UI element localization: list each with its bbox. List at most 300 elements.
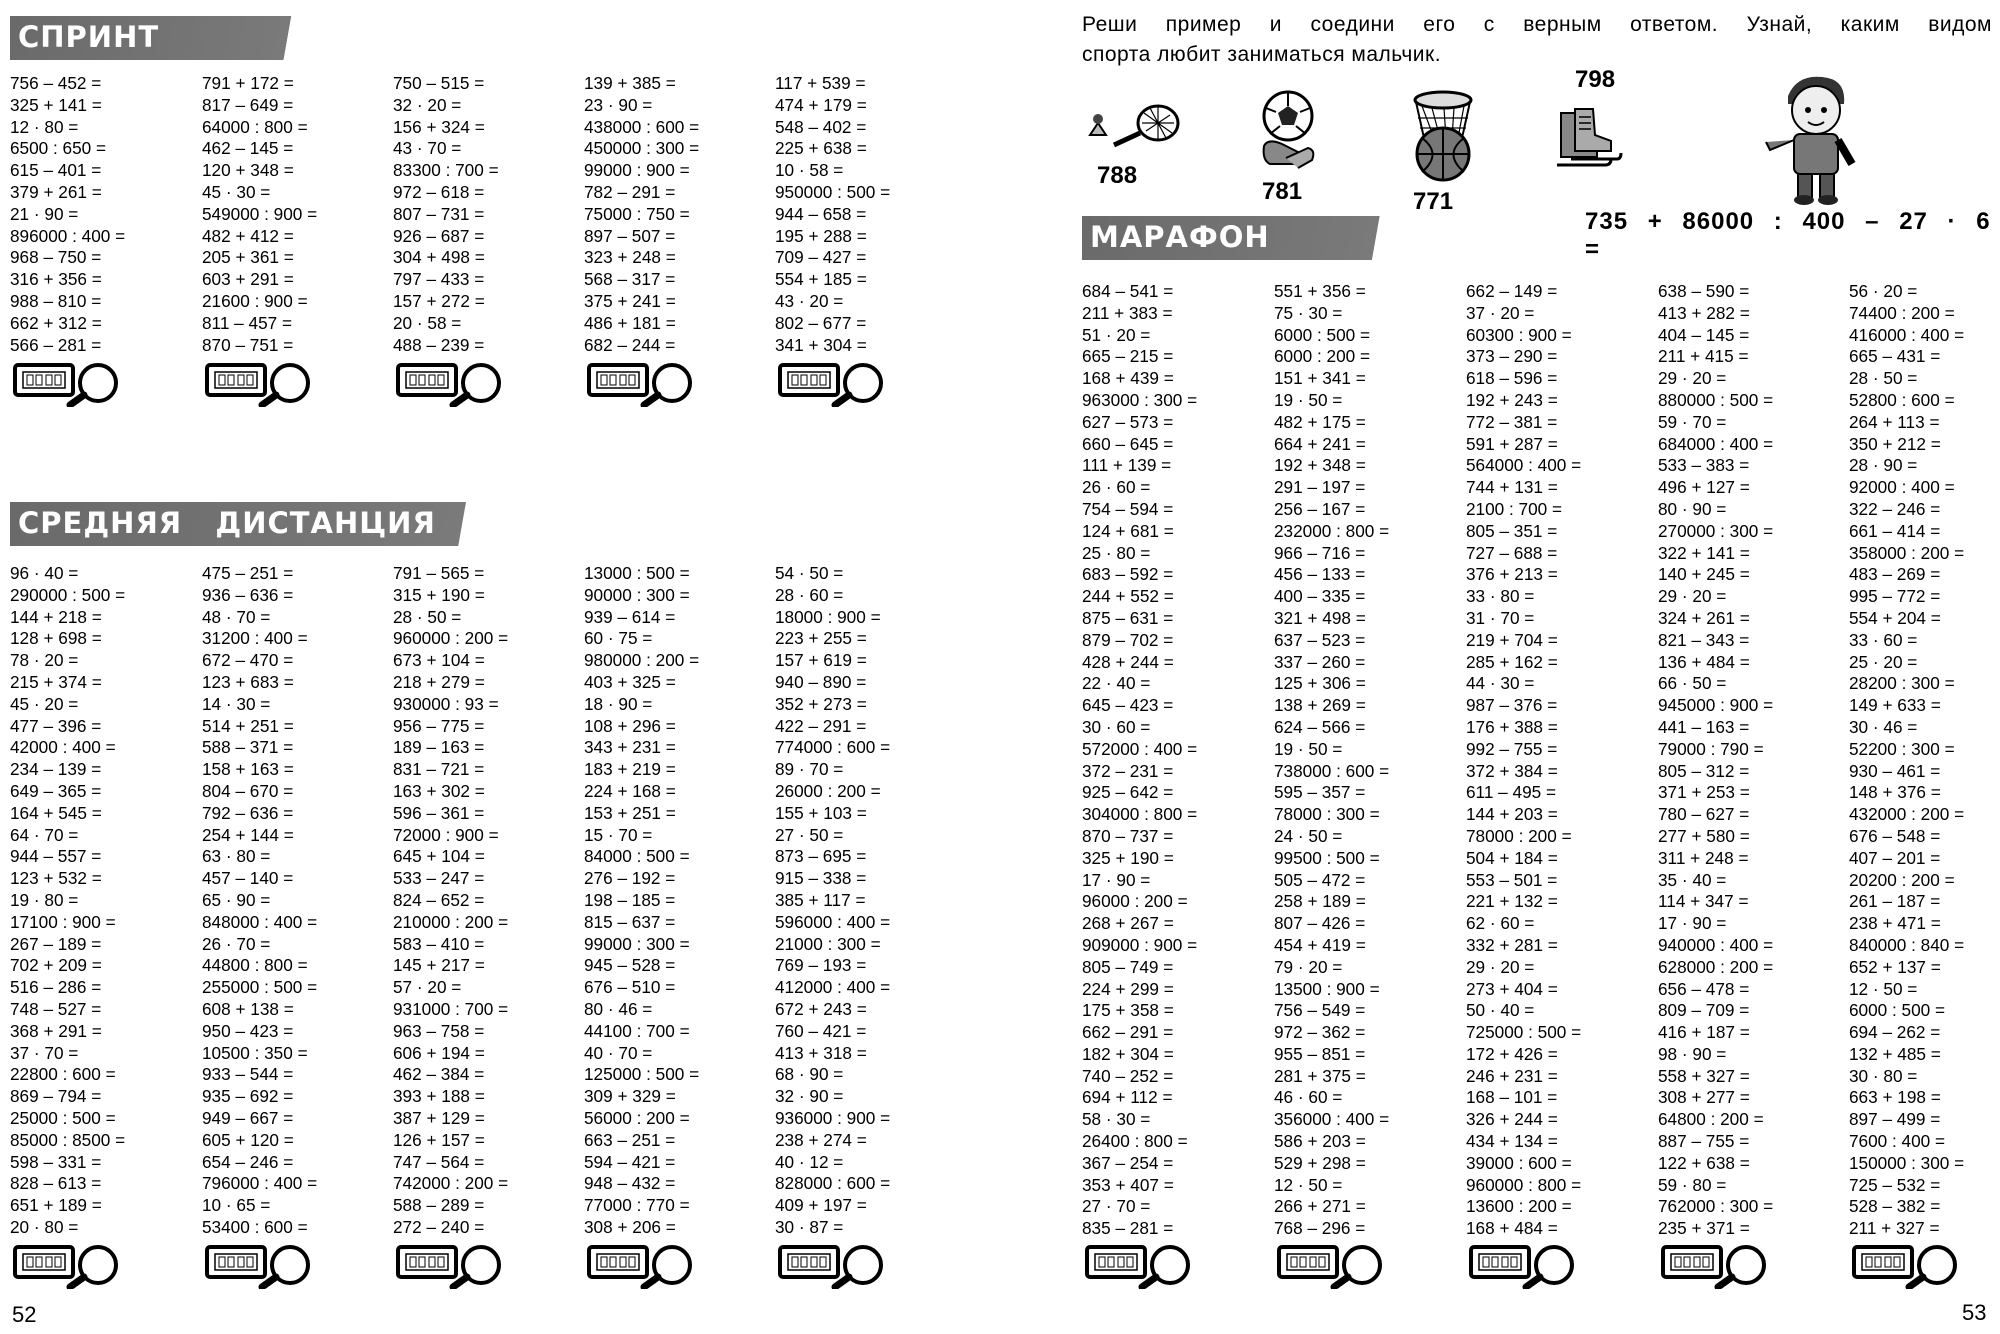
exercise: 26 · 70 = (202, 933, 271, 954)
middle-distance-column (775, 563, 890, 1239)
exercise: 18000 : 900 = (775, 606, 881, 627)
exercise: 268 + 267 = (1082, 913, 1174, 934)
exercise: 486 + 181 = (584, 312, 676, 333)
exercise: 155 + 103 = (775, 802, 867, 823)
exercise: 933 – 544 = (202, 1064, 294, 1085)
exercise: 987 – 376 = (1466, 695, 1558, 716)
exercise: 896000 : 400 = (10, 225, 126, 246)
sprint-banner (10, 16, 345, 60)
exercise: 586 + 203 = (1274, 1131, 1366, 1152)
exercise: 475 – 251 = (202, 563, 294, 583)
exercise: 372 – 231 = (1082, 760, 1174, 781)
exercise: 807 – 426 = (1274, 913, 1366, 934)
exercise: 221 + 132 = (1466, 891, 1558, 912)
exercise: 960000 : 800 = (1466, 1174, 1582, 1195)
exercise: 72000 : 900 = (393, 824, 499, 845)
exercise: 596000 : 400 = (775, 911, 891, 932)
exercise: 123 + 532 = (10, 868, 102, 889)
exercise: 31 · 70 = (1466, 607, 1535, 628)
exercise: 762000 : 300 = (1658, 1196, 1774, 1217)
exercise: 870 – 737 = (1082, 825, 1174, 846)
exercise: 234 – 139 = (10, 759, 102, 780)
exercise: 56000 : 200 = (584, 1107, 690, 1128)
exercise: 482 + 175 = (1274, 411, 1366, 432)
exercise: 175 + 358 = (1082, 1000, 1174, 1021)
exercise: 218 + 279 = (393, 671, 485, 692)
exercise: 211 + 415 = (1658, 346, 1749, 367)
exercise: 12 · 50 = (1849, 978, 1918, 999)
exercise: 805 – 351 = (1466, 520, 1558, 541)
exercise: 145 + 217 = (393, 955, 485, 976)
exercise: 68 · 90 = (775, 1064, 844, 1085)
sprint-column (202, 73, 317, 356)
exercise: 308 + 277 = (1658, 1087, 1750, 1108)
exercise: 28 · 50 = (1849, 368, 1918, 389)
exercise: 136 + 484 = (1658, 651, 1750, 672)
sprint-column (10, 73, 125, 356)
exercise: 266 + 271 = (1274, 1196, 1366, 1217)
exercise: 132 + 485 = (1849, 1043, 1941, 1064)
exercise: 25 · 80 = (1082, 542, 1151, 563)
exercise: 661 – 414 = (1849, 520, 1941, 541)
exercise: 651 + 189 = (10, 1195, 102, 1216)
exercise: 195 + 288 = (775, 225, 867, 246)
exercise: 123 + 683 = (202, 671, 294, 692)
exercise: 533 – 247 = (393, 868, 485, 889)
exercise: 78000 : 200 = (1466, 825, 1572, 846)
exercise: 59 · 80 = (1658, 1174, 1727, 1195)
exercise: 782 – 291 = (584, 181, 676, 202)
exercise: 23 · 90 = (584, 94, 653, 115)
exercise: 945000 : 900 = (1658, 695, 1774, 716)
exercise: 37 · 70 = (10, 1042, 79, 1063)
exercise: 926 – 687 = (393, 225, 485, 246)
exercise: 125 + 306 = (1274, 673, 1366, 694)
exercise: 322 – 246 = (1849, 498, 1941, 519)
exercise: 948 – 432 = (584, 1173, 676, 1194)
exercise: 182 + 304 = (1082, 1043, 1174, 1064)
exercise: 805 – 749 = (1082, 956, 1174, 977)
exercise: 332 + 281 = (1466, 934, 1558, 955)
exercise: 24 · 50 = (1274, 825, 1343, 846)
exercise: 817 – 649 = (202, 94, 294, 115)
boy-illustration (1758, 68, 1868, 213)
exercise: 645 + 104 = (393, 846, 485, 867)
exercise: 514 + 251 = (202, 715, 294, 736)
exercise: 353 + 407 = (1082, 1174, 1174, 1195)
exercise: 400 – 335 = (1274, 586, 1366, 607)
exercise: 554 + 185 = (775, 269, 867, 290)
skates-icon (1553, 105, 1623, 180)
exercise: 944 – 557 = (10, 846, 102, 867)
exercise: 26000 : 200 = (775, 780, 881, 801)
exercise: 756 – 549 = (1274, 1000, 1366, 1021)
middle-distance-column (584, 563, 699, 1239)
exercise: 727 – 688 = (1466, 542, 1558, 563)
exercise: 792 – 636 = (202, 802, 294, 823)
exercise: 17 · 90 = (1082, 869, 1151, 890)
exercise: 44800 : 800 = (202, 955, 308, 976)
exercise: 393 + 188 = (393, 1086, 485, 1107)
middle-distance-column (10, 563, 125, 1239)
exercise: 285 + 162 = (1466, 651, 1558, 672)
exercise: 352 + 273 = (775, 693, 867, 714)
exercise: 270000 : 300 = (1658, 520, 1774, 541)
exercise: 598 – 331 = (10, 1151, 102, 1172)
exercise: 281 + 375 = (1274, 1065, 1366, 1086)
exercise: 176 + 388 = (1466, 716, 1558, 737)
exercise: 273 + 404 = (1466, 978, 1558, 999)
exercise: 815 – 637 = (584, 911, 676, 932)
exercise: 434 + 134 = (1466, 1131, 1558, 1152)
exercise: 416000 : 400 = (1849, 324, 1965, 345)
exercise: 628000 : 200 = (1658, 956, 1774, 977)
sport-number-781: 781 (1262, 178, 1303, 205)
exercise: 98 · 90 = (1658, 1043, 1727, 1064)
exercise: 870 – 751 = (202, 334, 294, 355)
exercise: 114 + 347 = (1658, 891, 1749, 912)
exercise: 615 – 401 = (10, 160, 102, 181)
exercise: 995 – 772 = (1849, 586, 1941, 607)
exercise: 325 + 190 = (1082, 847, 1174, 868)
exercise: 796000 : 400 = (202, 1173, 318, 1194)
exercise: 10500 : 350 = (202, 1042, 308, 1063)
exercise: 52800 : 600 = (1849, 389, 1955, 410)
exercise: 637 – 523 = (1274, 629, 1366, 650)
exercise: 807 – 731 = (393, 203, 485, 224)
exercise: 30 · 80 = (1849, 1065, 1918, 1086)
exercise: 32 · 20 = (393, 94, 462, 115)
exercise: 65 · 90 = (202, 889, 271, 910)
exercise: 594 – 421 = (584, 1151, 676, 1172)
exercise: 120 + 348 = (202, 160, 294, 181)
exercise: 28200 : 300 = (1849, 673, 1955, 694)
exercise: 662 + 312 = (10, 312, 102, 333)
exercise: 403 + 325 = (584, 671, 676, 692)
exercise: 246 + 231 = (1466, 1065, 1558, 1086)
exercise: 944 – 658 = (775, 203, 867, 224)
calculator-magnifier-icon (12, 1243, 122, 1289)
exercise: 791 – 565 = (393, 563, 485, 583)
exercise: 516 – 286 = (10, 977, 102, 998)
exercise: 972 – 362 = (1274, 1022, 1366, 1043)
exercise: 183 + 219 = (584, 759, 676, 780)
exercise: 50 · 40 = (1466, 1000, 1535, 1021)
page-number-right: 53 (1962, 1300, 1987, 1325)
exercise: 949 – 667 = (202, 1107, 294, 1128)
exercise: 821 – 343 = (1658, 629, 1750, 650)
exercise: 238 + 471 = (1849, 913, 1941, 934)
exercise: 29 · 20 = (1658, 586, 1727, 607)
exercise: 533 – 383 = (1658, 455, 1750, 476)
exercise: 74400 : 200 = (1849, 302, 1955, 323)
exercise: 28 · 60 = (775, 584, 844, 605)
exercise: 30 · 46 = (1849, 716, 1918, 737)
exercise: 2100 : 700 = (1466, 498, 1563, 519)
exercise: 99000 : 300 = (584, 933, 690, 954)
exercise: 605 + 120 = (202, 1129, 294, 1150)
exercise: 59 · 70 = (1658, 411, 1727, 432)
exercise: 988 – 810 = (10, 290, 102, 311)
exercise: 450000 : 300 = (584, 138, 700, 159)
exercise: 936 – 636 = (202, 584, 294, 605)
exercise: 99000 : 900 = (584, 160, 690, 181)
marathon-column (1658, 281, 1773, 1240)
exercise: 37 · 20 = (1466, 302, 1535, 323)
exercise: 290000 : 500 = (10, 584, 126, 605)
exercise: 44 · 30 = (1466, 673, 1535, 694)
exercise: 225 + 638 = (775, 138, 867, 159)
marathon-column (1082, 281, 1197, 1240)
exercise: 19 · 80 = (10, 889, 79, 910)
exercise: 869 – 794 = (10, 1086, 102, 1107)
exercise: 156 + 324 = (393, 116, 485, 137)
exercise: 376 + 213 = (1466, 564, 1558, 585)
exercise: 611 – 495 = (1466, 782, 1556, 803)
exercise: 742000 : 200 = (393, 1173, 509, 1194)
exercise: 930 – 461 = (1849, 760, 1941, 781)
exercise: 62 · 60 = (1466, 913, 1535, 934)
exercise: 172 + 426 = (1466, 1043, 1558, 1064)
exercise: 797 – 433 = (393, 269, 485, 290)
main-expression: 735 + 86000 : 400 – 27 · 6 = (1585, 208, 1991, 263)
exercise: 35 · 40 = (1658, 869, 1727, 890)
exercise: 744 + 131 = (1466, 477, 1558, 498)
soccer-icon (1258, 88, 1318, 181)
exercise: 261 – 187 = (1849, 891, 1941, 912)
exercise: 551 + 356 = (1274, 281, 1366, 301)
calculator-magnifier-icon (777, 1243, 887, 1289)
exercise: 92000 : 400 = (1849, 477, 1955, 498)
exercise: 21 · 90 = (10, 203, 79, 224)
exercise: 58 · 30 = (1082, 1109, 1151, 1130)
exercise: 572000 : 400 = (1082, 738, 1198, 759)
exercise: 683 – 592 = (1082, 564, 1174, 585)
exercise: 880000 : 500 = (1658, 389, 1774, 410)
exercise: 238 + 274 = (775, 1129, 867, 1150)
exercise: 29 · 20 = (1658, 368, 1727, 389)
exercise: 25 · 20 = (1849, 651, 1918, 672)
exercise: 304000 : 800 = (1082, 804, 1198, 825)
exercise: 219 + 704 = (1466, 629, 1558, 650)
exercise: 772 – 381 = (1466, 411, 1558, 432)
exercise: 963 – 758 = (393, 1020, 485, 1041)
exercise: 224 + 299 = (1082, 978, 1174, 999)
exercise: 791 + 172 = (202, 73, 294, 93)
exercise: 6000 : 500 = (1849, 1000, 1946, 1021)
exercise: 7600 : 400 = (1849, 1131, 1946, 1152)
exercise: 22 · 40 = (1082, 673, 1151, 694)
exercise: 606 + 194 = (393, 1042, 485, 1063)
exercise: 428 + 244 = (1082, 651, 1174, 672)
exercise: 83300 : 700 = (393, 160, 499, 181)
exercise: 583 – 410 = (393, 933, 485, 954)
exercise: 407 – 201 = (1849, 847, 1941, 868)
exercise: 804 – 670 = (202, 780, 294, 801)
exercise: 53400 : 600 = (202, 1216, 308, 1237)
exercise: 694 – 262 = (1849, 1022, 1941, 1043)
exercise: 438000 : 600 = (584, 116, 700, 137)
exercise: 84000 : 500 = (584, 846, 690, 867)
exercise: 122 + 638 = (1658, 1152, 1750, 1173)
exercise: 258 + 189 = (1274, 891, 1366, 912)
exercise: 824 – 652 = (393, 889, 485, 910)
exercise: 725000 : 500 = (1466, 1022, 1582, 1043)
exercise: 768 – 296 = (1274, 1218, 1366, 1239)
exercise: 126 + 157 = (393, 1129, 485, 1150)
exercise: 211 + 327 = (1849, 1218, 1940, 1239)
exercise: 566 – 281 = (10, 334, 102, 355)
exercise: 840000 : 840 = (1849, 934, 1965, 955)
exercise: 45 · 20 = (10, 693, 79, 714)
calculator-magnifier-icon (395, 361, 505, 407)
exercise: 368 + 291 = (10, 1020, 102, 1041)
exercise: 42000 : 400 = (10, 737, 116, 758)
exercise: 350 + 212 = (1849, 433, 1941, 454)
calculator-magnifier-icon (12, 361, 122, 407)
exercise: 27 · 50 = (775, 824, 844, 845)
exercise: 412000 : 400 = (775, 977, 891, 998)
exercise: 662 – 149 = (1466, 281, 1558, 301)
exercise: 373 – 290 = (1466, 346, 1558, 367)
calculator-magnifier-icon (586, 1243, 696, 1289)
calculator-magnifier-icon (395, 1243, 505, 1289)
exercise: 558 + 327 = (1658, 1065, 1750, 1086)
exercise: 20 · 58 = (393, 312, 462, 333)
exercise: 13500 : 900 = (1274, 978, 1380, 999)
exercise: 505 – 472 = (1274, 869, 1366, 890)
exercise: 341 + 304 = (775, 334, 867, 355)
exercise: 603 + 291 = (202, 269, 294, 290)
exercise: 676 – 548 = (1849, 825, 1941, 846)
exercise: 608 + 138 = (202, 998, 294, 1019)
exercise: 311 + 248 = (1658, 847, 1749, 868)
exercise: 672 + 243 = (775, 998, 867, 1019)
exercise: 46 · 60 = (1274, 1087, 1343, 1108)
exercise: 57 · 20 = (393, 977, 462, 998)
exercise: 482 + 412 = (202, 225, 294, 246)
exercise: 308 + 206 = (584, 1216, 676, 1237)
exercise: 682 – 244 = (584, 334, 676, 355)
exercise: 54 · 50 = (775, 563, 844, 583)
exercise: 654 – 246 = (202, 1151, 294, 1172)
exercise: 624 – 566 = (1274, 716, 1366, 737)
exercise: 158 + 163 = (202, 759, 294, 780)
exercise: 75 · 30 = (1274, 302, 1343, 323)
exercise: 304 + 498 = (393, 247, 485, 268)
exercise: 409 + 197 = (775, 1195, 867, 1216)
exercise: 379 + 261 = (10, 181, 102, 202)
calculator-magnifier-icon (204, 1243, 314, 1289)
exercise: 19 · 50 = (1274, 738, 1343, 759)
exercise: 627 – 573 = (1082, 411, 1174, 432)
marathon-column (1849, 281, 1964, 1240)
exercise: 968 – 750 = (10, 247, 102, 268)
exercise: 210000 : 200 = (393, 911, 509, 932)
exercise: 358000 : 200 = (1849, 542, 1965, 563)
exercise: 77000 : 770 = (584, 1195, 690, 1216)
exercise: 10 · 65 = (202, 1195, 271, 1216)
middle-distance-banner (10, 502, 558, 546)
exercise: 78000 : 300 = (1274, 804, 1380, 825)
exercise: 79 · 20 = (1274, 956, 1343, 977)
exercise: 45 · 30 = (202, 181, 271, 202)
exercise: 554 + 204 = (1849, 607, 1941, 628)
sprint-column (775, 73, 890, 356)
exercise: 168 + 484 = (1466, 1218, 1558, 1239)
exercise: 235 + 371 = (1658, 1218, 1750, 1239)
exercise: 457 – 140 = (202, 868, 294, 889)
exercise: 725 – 532 = (1849, 1174, 1941, 1195)
exercise: 356000 : 400 = (1274, 1109, 1390, 1130)
exercise: 835 – 281 = (1082, 1218, 1174, 1239)
exercise: 64800 : 200 = (1658, 1109, 1764, 1130)
exercise: 549000 : 900 = (202, 203, 318, 224)
exercise: 14 · 30 = (202, 693, 271, 714)
exercise: 139 + 385 = (584, 73, 676, 93)
exercise: 85000 : 8500 = (10, 1129, 126, 1150)
exercise: 6000 : 500 = (1274, 324, 1371, 345)
exercise: 754 – 594 = (1082, 498, 1174, 519)
exercise: 385 + 117 = (775, 889, 866, 910)
exercise: 441 – 163 = (1658, 716, 1750, 737)
exercise: 897 – 507 = (584, 225, 676, 246)
exercise: 945 – 528 = (584, 955, 676, 976)
exercise: 649 – 365 = (10, 780, 102, 801)
middle-distance-column (393, 563, 508, 1239)
exercise: 828 – 613 = (10, 1173, 102, 1194)
exercise: 416 + 187 = (1658, 1022, 1750, 1043)
task-instruction: Реши пример и соедини его с верным ответом. Узнай, каким видом (1082, 13, 1992, 36)
exercise: 19 · 50 = (1274, 389, 1343, 410)
calculator-magnifier-icon (1276, 1243, 1386, 1289)
sport-number-771: 771 (1413, 188, 1454, 215)
exercise: 372 + 384 = (1466, 760, 1558, 781)
exercise: 309 + 329 = (584, 1086, 676, 1107)
middle-distance-column (202, 563, 317, 1239)
exercise: 887 – 755 = (1658, 1131, 1750, 1152)
exercise: 96 · 40 = (10, 563, 79, 583)
exercise: 99500 : 500 = (1274, 847, 1380, 868)
exercise: 128 + 698 = (10, 628, 102, 649)
exercise: 935 – 692 = (202, 1086, 294, 1107)
exercise: 198 – 185 = (584, 889, 676, 910)
calculator-magnifier-icon (1851, 1243, 1961, 1289)
exercise: 164 + 545 = (10, 802, 102, 823)
exercise: 371 + 253 = (1658, 782, 1750, 803)
exercise: 909000 : 900 = (1082, 934, 1198, 955)
exercise: 747 – 564 = (393, 1151, 485, 1172)
page-number-left: 52 (12, 1302, 37, 1327)
exercise: 51 · 20 = (1082, 324, 1151, 345)
sport-number-798: 798 (1575, 66, 1616, 93)
exercise: 897 – 499 = (1849, 1109, 1941, 1130)
exercise: 89 · 70 = (775, 759, 844, 780)
exercise: 568 – 317 = (584, 269, 676, 290)
exercise: 264 + 113 = (1849, 411, 1940, 432)
exercise: 254 + 144 = (202, 824, 294, 845)
exercise: 324 + 261 = (1658, 607, 1750, 628)
exercise: 56 · 20 = (1849, 281, 1918, 301)
exercise: 337 – 260 = (1274, 651, 1366, 672)
exercise: 17 · 90 = (1658, 913, 1727, 934)
exercise: 29 · 20 = (1466, 956, 1535, 977)
exercise: 588 – 289 = (393, 1195, 485, 1216)
exercise: 17100 : 900 = (10, 911, 116, 932)
exercise: 831 – 721 = (393, 759, 485, 780)
exercise: 660 – 645 = (1082, 433, 1174, 454)
exercise: 992 – 755 = (1466, 738, 1558, 759)
